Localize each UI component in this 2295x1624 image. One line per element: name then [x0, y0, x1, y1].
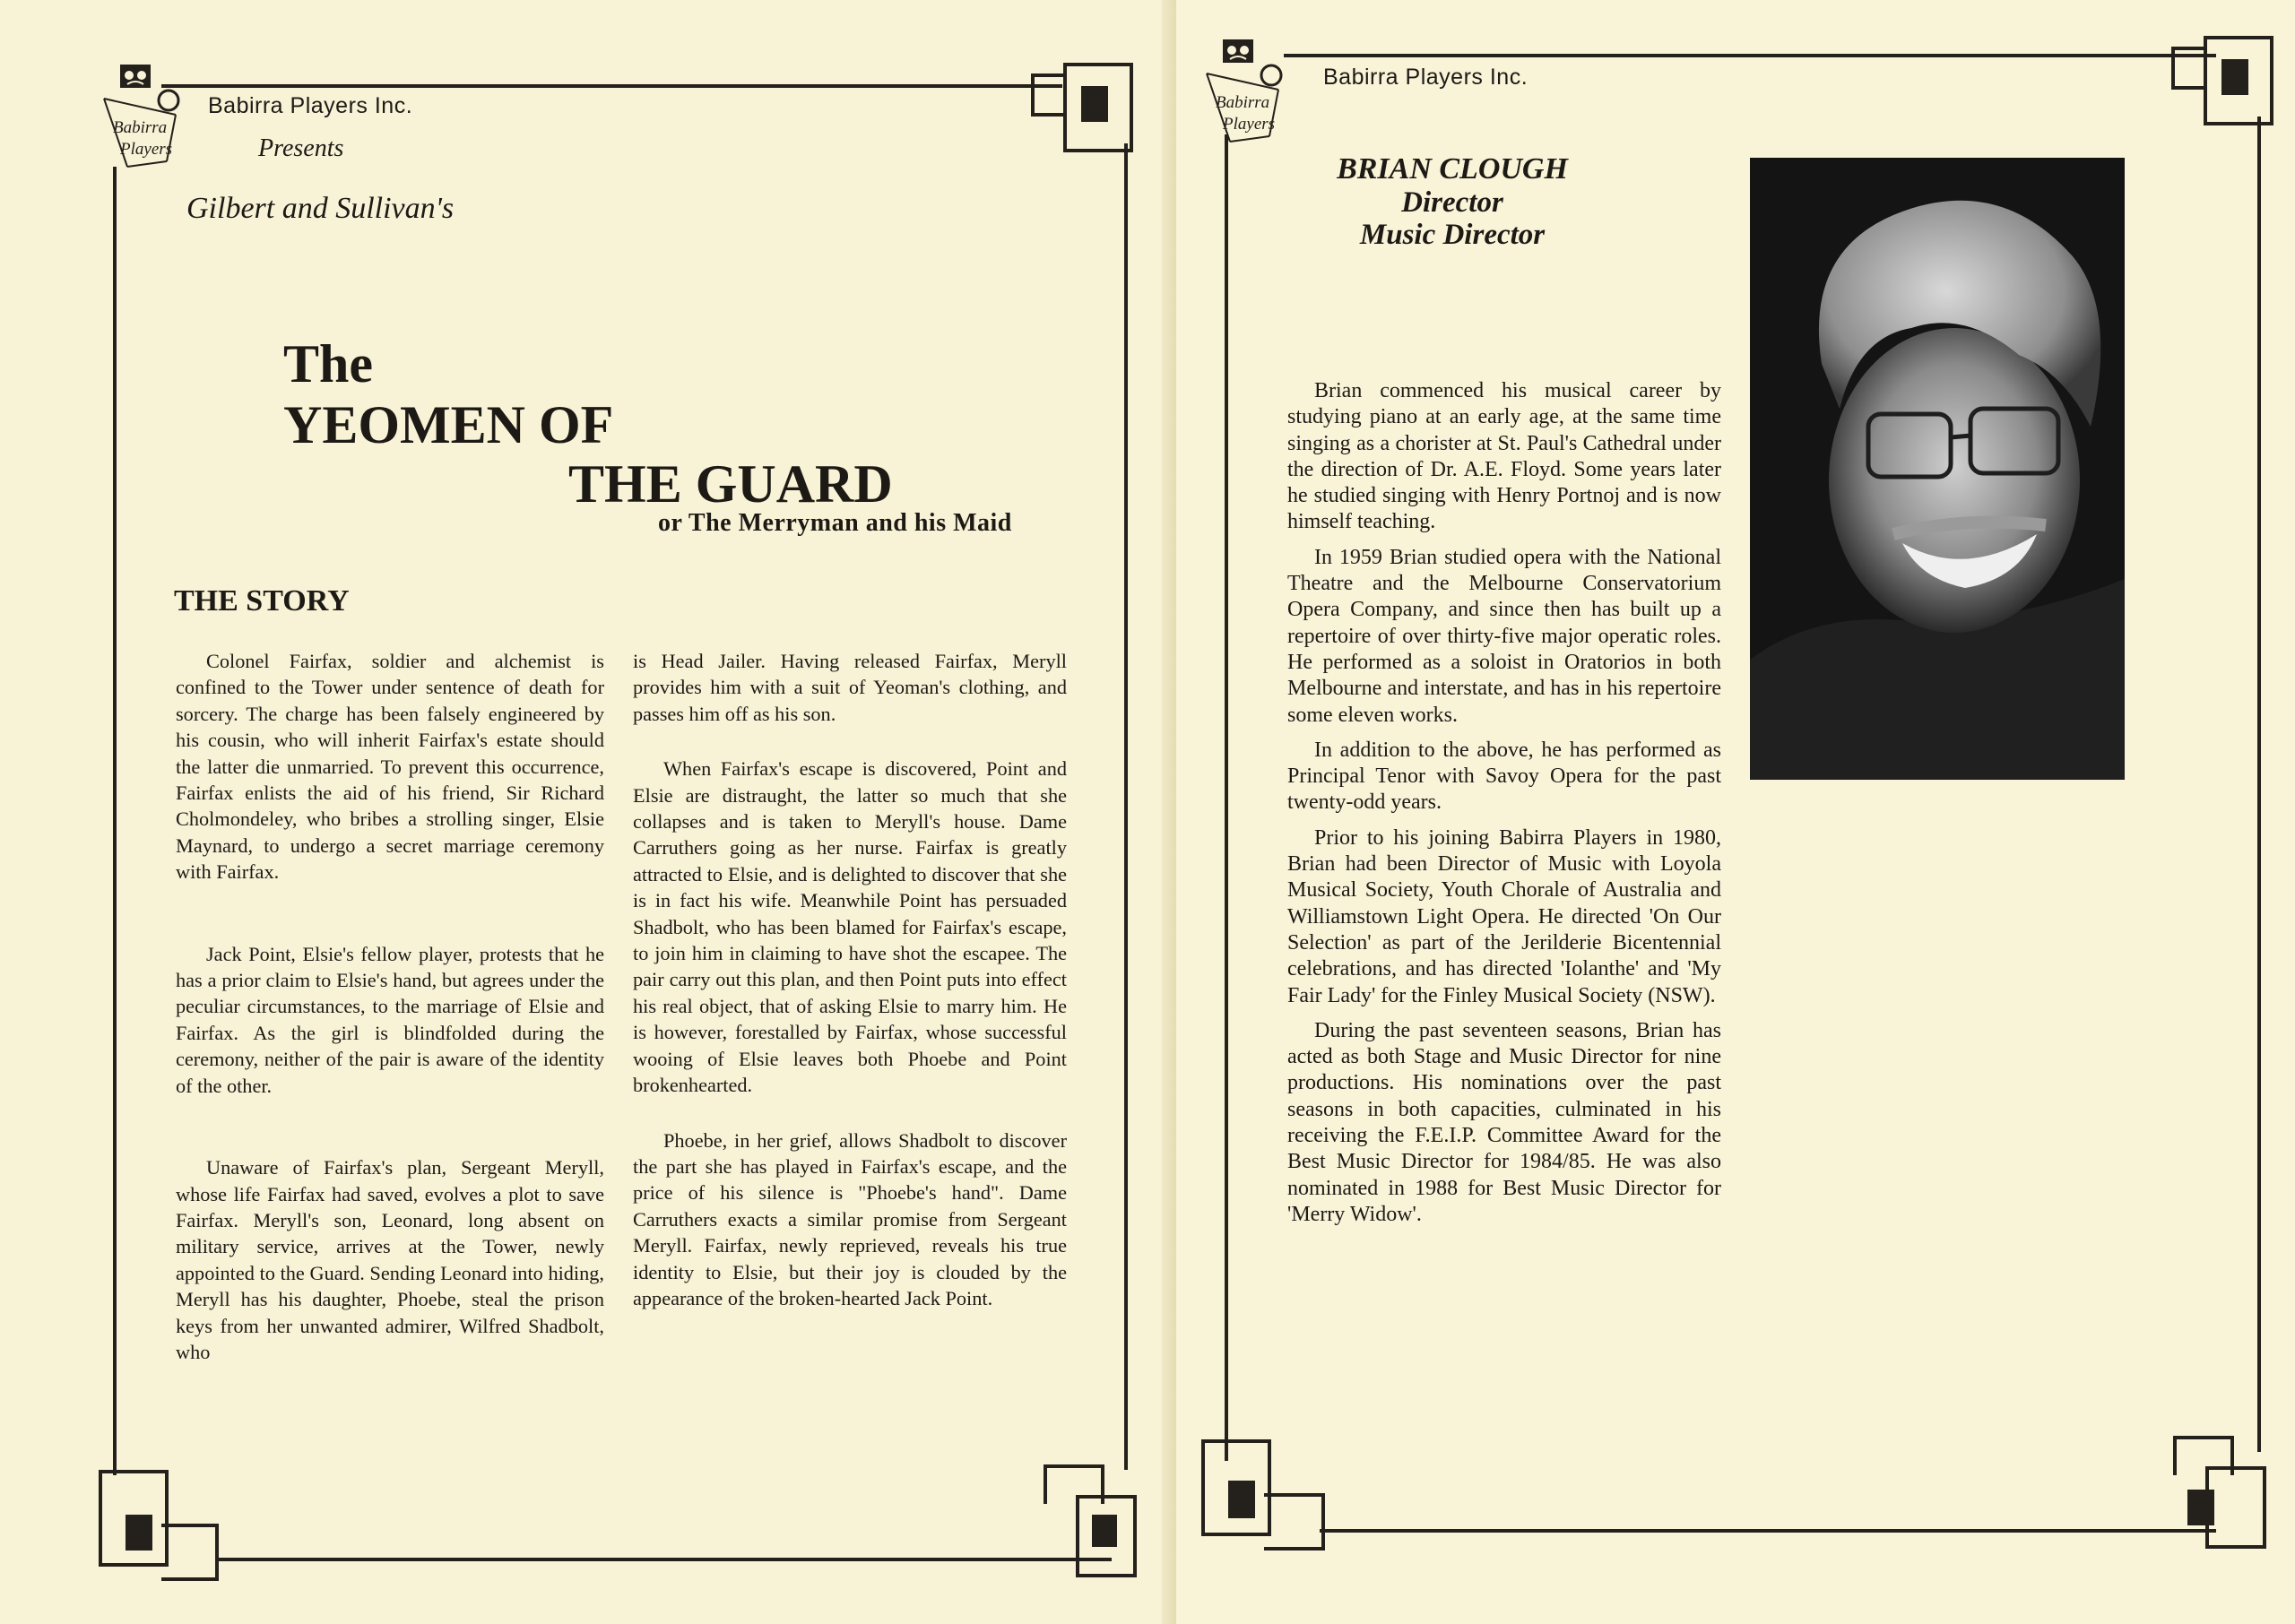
- corner-ornament-top-right-inner: [1031, 73, 1067, 117]
- bio-paragraph: In 1959 Brian studied opera with the National Theatre and the Melbourne Conservatorium Opera Company, and since then has built up a repertoire of over thirty-five major operatic roles. He performed as a soloist in Oratorios in both Melbourne and interstate, and has in his repertoire some eleven works.: [1287, 545, 1721, 727]
- babirra-logo: [100, 61, 201, 168]
- story-paragraph: Colonel Fairfax, soldier and alchemist is confined to the Tower under sentence of death for sorcery. The charge has been falsely engineered by his cousin, who will inherit Fairfax's estate should the latter die unmarried. To prevent this occurrence, Fairfax enlists the aid of his friend, Sir Richard Cholmondeley, who bribes a strolling singer, Elsie Maynard, to undergo a secret marriage ceremony with Fairfax.: [176, 650, 604, 884]
- corner-ornament-bottom-right-inner: [2173, 1436, 2234, 1475]
- corner-ornament-bottom-left-inner: [1264, 1493, 1325, 1551]
- corner-square-icon: [126, 1515, 152, 1551]
- portrait-image: [1750, 158, 2125, 780]
- subtitle: or The Merryman and his Maid: [658, 509, 1012, 537]
- frame-left-rule: [113, 167, 117, 1475]
- corner-square-icon: [2221, 59, 2248, 95]
- title-line-2: YEOMEN OF: [283, 395, 614, 454]
- logo-text: Babirra: [1216, 93, 1270, 112]
- story-paragraph: Phoebe, in her grief, allows Shadbolt to discover the part she has played in Fairfax's escape, and the price of his silence is "Phoebe's hand". Dame Carruthers exacts a similar promise from Sergeant Meryll. Fairfax, newly reprieved, reveals his true identity to Elsie, but their joy is clouded by the appearance of the broken-hearted Jack Point.: [633, 1128, 1067, 1309]
- frame-right-rule: [1124, 143, 1128, 1470]
- frame-top-rule: [1284, 54, 2216, 57]
- story-paragraph: Unaware of Fairfax's plan, Sergeant Meryll, whose life Fairfax had saved, evolves a plot to save Fairfax. Meryll's son, Leonard, long absent on military service, arrives at the Tower, newly appointed to the Guard. Sending Leonard into hiding, Meryll has his daughter, Phoebe, steal the prison keys from her unwanted admirer, Wilfred Shadbolt, who: [176, 1156, 604, 1363]
- corner-ornament-bottom-right-inner: [1044, 1464, 1104, 1504]
- org-name: Babirra Players Inc.: [1323, 65, 1529, 90]
- presents-label: Presents: [258, 134, 344, 162]
- svg-text:Players: Players: [120, 140, 173, 159]
- bio-text: [1287, 378, 1721, 1237]
- corner-ornament-top-right-inner: [2171, 47, 2207, 90]
- corner-square-icon: [1081, 86, 1108, 122]
- corner-ornament-bottom-left-inner: [161, 1524, 219, 1581]
- babirra-logo: [1203, 36, 1303, 143]
- author-label: Gilbert and Sullivan's: [186, 192, 455, 225]
- logo-text: Babirra: [113, 118, 168, 137]
- org-name: Babirra Players Inc.: [208, 93, 413, 118]
- story-paragraph: When Fairfax's escape is discovered, Point and Elsie are distraught, the latter so much that she collapses and is taken to Meryll's house. Dame Carruthers going as her nurse. Fairfax is greatly attracted to Elsie, and is delighted to discover that she is in fact his wife. Meanwhile Point has persuaded Shadbolt, who has been blamed for Fairfax's escape, to join him in claiming to have shot the escapee. The pair carry out this plan, and then Point puts into effect his real object, that of asking Elsie to marry him. He is however, forestalled by Fairfax, whose successful wooing of Elsie leaves both Phoebe and Point brokenhearted.: [633, 757, 1067, 1097]
- corner-square-icon: [1092, 1515, 1117, 1547]
- portrait-photo: [1750, 158, 2125, 780]
- frame-bottom-rule: [1320, 1529, 2216, 1533]
- story-paragraph: is Head Jailer. Having released Fairfax, Meryll provides him with a suit of Yeoman's clothing, and passes him off as his son.: [633, 650, 1067, 725]
- story-column-2: [633, 648, 1067, 1311]
- bio-paragraph: During the past seventeen seasons, Brian has acted as both Stage and Music Director for nine productions. His nominations over the past seasons in both capacities, culminated in his receiving the F.E.I.P. Committee Award for the Best Music Director for 1984/85. He was also nominated in 1988 for Best Music Director for 'Merry Widow'.: [1287, 1018, 1721, 1226]
- section-heading: THE STORY: [174, 584, 350, 618]
- corner-ornament-bottom-right: [2205, 1466, 2266, 1549]
- frame-bottom-rule: [215, 1558, 1112, 1561]
- story-paragraph: Jack Point, Elsie's fellow player, protests that he has a prior claim to Elsie's hand, but agrees under the peculiar circumstances, to the marriage of Elsie and Fairfax. As the girl is blindfolded during the ceremony, neither of the pair is aware of the identity of the other.: [176, 942, 604, 1097]
- corner-square-icon: [1228, 1481, 1255, 1518]
- corner-square-icon: [2187, 1490, 2214, 1525]
- bio-role-1: Director: [1401, 186, 1503, 219]
- story-column-1: [176, 648, 604, 1365]
- bio-paragraph: Prior to his joining Babirra Players in 1980, Brian had been Director of Music with Loyola Musical Society, Youth Chorale of Australia and Williamstown Light Opera. He directed 'On Our Selection' as part of the Jerilderie Bicentennial celebrations, and has directed 'Iolanthe' and 'My Fair Lady' for the Finley Musical Society (NSW).: [1287, 825, 1721, 1007]
- frame-right-rule: [2257, 117, 2261, 1452]
- title-line-3: THE GUARD: [568, 454, 893, 514]
- frame-top-rule: [161, 84, 1062, 88]
- title-line-1: The: [283, 334, 374, 393]
- bio-name: BRIAN CLOUGH: [1337, 152, 1568, 186]
- svg-text:Players: Players: [1223, 115, 1276, 134]
- bio-paragraph: In addition to the above, he has performed as Principal Tenor with Savoy Opera for the past twenty-odd years.: [1287, 738, 1721, 815]
- frame-left-rule: [1225, 134, 1228, 1461]
- bio-paragraph: Brian commenced his musical career by studying piano at an early age, at the same time singing as a chorister at St. Paul's Cathedral under the direction of Dr. A.E. Floyd. Some years later he studied singing with Henry Portnoj and is now himself teaching.: [1287, 379, 1721, 534]
- bio-role-2: Music Director: [1359, 219, 1546, 251]
